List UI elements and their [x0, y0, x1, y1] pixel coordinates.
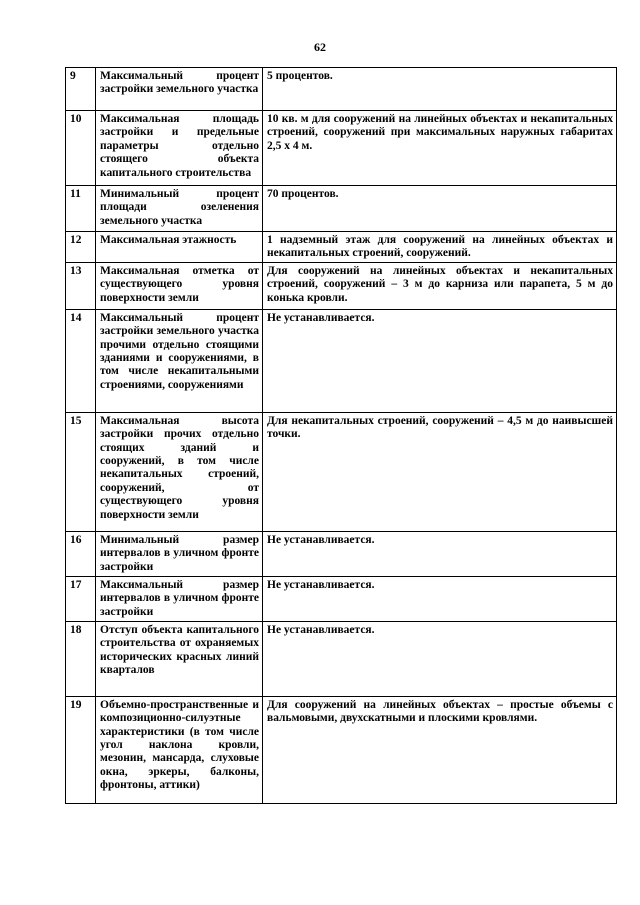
row-number: 14 [66, 309, 96, 412]
parameter-value: Не устанавливается. [263, 309, 617, 412]
table-row [66, 576, 617, 621]
parameter-value: Для некапитальных строений, сооружений – 4,5 м до наивысшей точки. [263, 412, 617, 531]
table-row [66, 262, 617, 309]
parameter-name: Максимальный процент застройки земельного участка прочими отдельно стоящими зданиями и сооружениями, в том числе некапитальными строениями, сооружениями [96, 309, 263, 412]
parameter-value: Для сооружений на линейных объектах – простые объемы с вальмовыми, двухскатными и плоскими кровлями. [263, 696, 617, 803]
parameter-name: Объемно-пространственные и композиционно-силуэтные характеристики (в том числе угол наклона кровли, мезонин, мансарда, слуховые окна, эркеры, балконы, фронтоны, аттики) [96, 696, 263, 803]
table-row [66, 412, 617, 531]
parameter-name: Минимальный процент площади озеленения земельного участка [96, 186, 263, 232]
parameter-name: Максимальный размер интервалов в уличном фронте застройки [96, 576, 263, 621]
parameter-name: Максимальная площадь застройки и предельные параметры отдельно стоящего объекта капитального строительства [96, 111, 263, 186]
row-number: 9 [66, 68, 96, 111]
parameter-value: Не устанавливается. [263, 531, 617, 576]
parameter-name: Максимальная высота застройки прочих отдельно стоящих зданий и сооружений, в том числе некапитальных строений, сооружений, от существующего уровня поверхности земли [96, 412, 263, 531]
table-row [66, 68, 617, 111]
parameter-name: Максимальный процент застройки земельного участка [96, 68, 263, 111]
parameter-value: Не устанавливается. [263, 621, 617, 696]
parameter-value: 1 надземный этаж для сооружений на линейных объектах и некапитальных строений, сооружений. [263, 232, 617, 263]
row-number: 13 [66, 262, 96, 309]
parameter-name: Минимальный размер интервалов в уличном фронте застройки [96, 531, 263, 576]
parameter-value: Для сооружений на линейных объектах и некапитальных строений, сооружений – 3 м до карниза или парапета, 5 м до конька кровли. [263, 262, 617, 309]
parameter-value: 70 процентов. [263, 186, 617, 232]
parameter-value: Не устанавливается. [263, 576, 617, 621]
table-row [66, 232, 617, 263]
row-number: 11 [66, 186, 96, 232]
row-number: 18 [66, 621, 96, 696]
row-number: 19 [66, 696, 96, 803]
parameters-table [65, 67, 617, 804]
parameter-value: 5 процентов. [263, 68, 617, 111]
row-number: 16 [66, 531, 96, 576]
parameter-name: Максимальная отметка от существующего уровня поверхности земли [96, 262, 263, 309]
table-row [66, 111, 617, 186]
row-number: 17 [66, 576, 96, 621]
table-row [66, 696, 617, 803]
parameter-name: Отступ объекта капитального строительства от охраняемых исторических красных линий кварталов [96, 621, 263, 696]
table-row [66, 531, 617, 576]
page-number: 62 [314, 40, 326, 54]
table-row [66, 621, 617, 696]
parameter-name: Максимальная этажность [96, 232, 263, 263]
table-row [66, 186, 617, 232]
parameter-value: 10 кв. м для сооружений на линейных объектах и некапитальных строений, сооружений при максимальных наружных габаритах 2,5 х 4 м. [263, 111, 617, 186]
table-row [66, 309, 617, 412]
row-number: 10 [66, 111, 96, 186]
row-number: 12 [66, 232, 96, 263]
row-number: 15 [66, 412, 96, 531]
